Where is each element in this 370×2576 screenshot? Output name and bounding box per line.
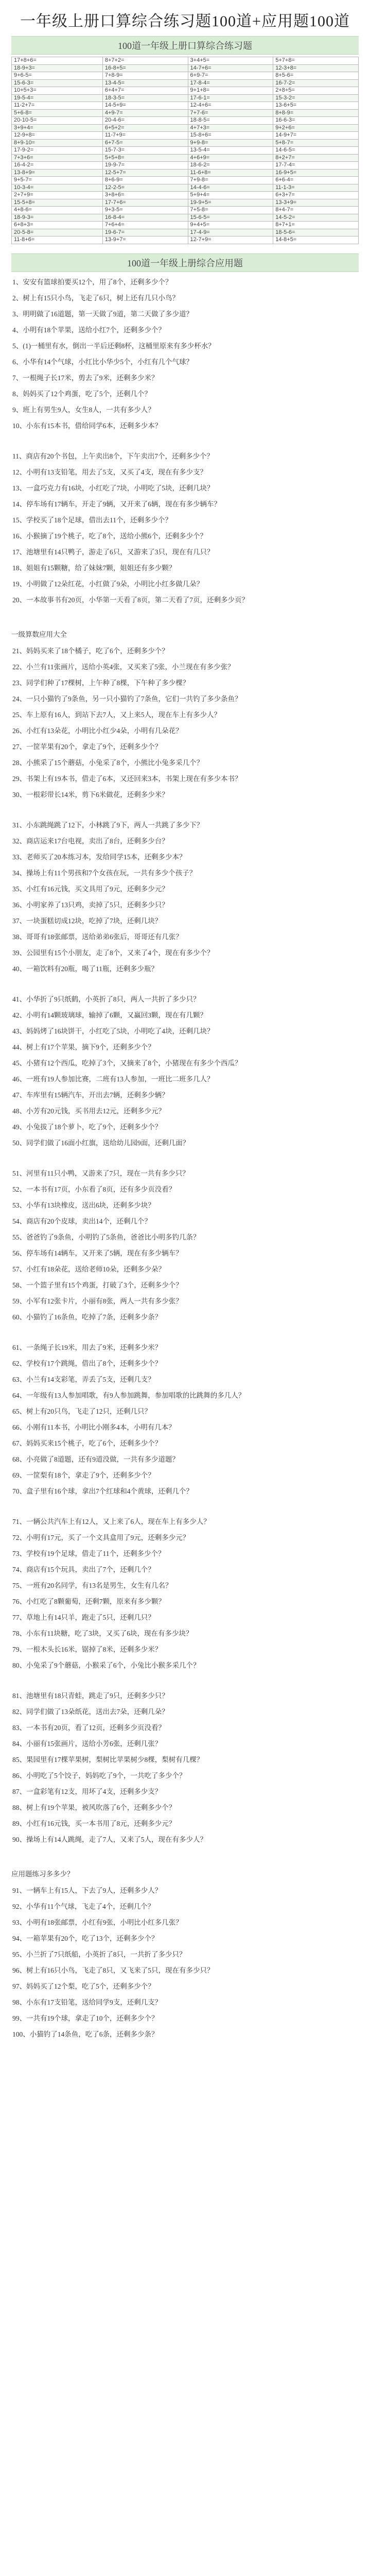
calc-cell: 9+4+5= [188,222,273,229]
word-problem: 65、树上有20只鸟，飞走了12只，还剩几只？ [12,1407,151,1415]
word-problem: 48、小芳有20元钱，买书用去12元，还剩多少元？ [12,1107,165,1115]
word-problem: 100、小猫钓了14条鱼，吃了6条，还剩多少条？ [12,2030,158,2038]
calc-row [12,72,359,80]
calc-row [12,117,359,125]
calc-cell: 2+8+5= [273,87,359,95]
calc-cell: 11-2+7= [12,102,103,110]
word-problem: 61、一条绳子长19米，用去了9米，还剩多少米？ [12,1343,162,1351]
word-problem: 97、妈妈买了12个梨，吃了5个，还剩多少个？ [12,1982,155,1990]
calc-row [12,192,359,199]
calc-cell: 8+8-9= [273,109,359,117]
word-problem: 76、小红吃了8颗葡萄，还剩7颗，原来有多少颗？ [12,1597,165,1605]
word-problem: 44、树上有17个苹果，摘下9个，还剩多少个？ [12,1043,155,1051]
word-problem: 82、同学们做了13朵纸花，送出去7朵，还剩几朵？ [12,1707,169,1716]
calc-cell: 13-8+9= [12,169,103,177]
calc-cell: 9+1+8= [188,87,273,95]
calc-cell: 13-5-4= [188,147,273,155]
word-problem: 90、操场上有14人跳绳，走了7人，又来了5人，现在有多少人？ [12,1835,207,1843]
page-title: 一年级上册口算综合练习题100道+应用题100道 [20,13,350,30]
calc-cell: 17-6-1= [188,94,273,102]
word-problem: 9、班上有男生9人，女生8人，一共有多少人？ [12,405,155,414]
word-problem: 19、小明做了12朵红花，小红做了9朵，小明比小红多做几朵？ [12,580,204,588]
calc-cell: 18-9+3= [12,64,103,72]
word-problem: 7、一根绳子长17米，剪去了9米，还剩多少米？ [12,374,158,382]
calc-cell: 8+4-7= [273,207,359,214]
word-problem: 8、妈妈买了12个鸡蛋，吃了5个，还剩几个？ [12,389,151,398]
calc-cell: 7+9-8= [188,177,273,184]
calc-cell: 7+7-6= [188,109,273,117]
word-problem: 2、树上有15只小鸟，飞走了6只，树上还有几只小鸟？ [12,294,179,302]
word-problem: 27、一筐苹果有20个，拿走了9个，还剩多少个？ [12,742,162,751]
calc-table [11,57,359,244]
calc-cell: 14-7+6= [188,64,273,72]
word-problem: 55、爸爸钓了9条鱼，小明钓了5条鱼，爸爸比小明多钓几条？ [12,1233,200,1241]
calc-cell: 20-10-5= [12,117,103,125]
calc-cell: 14-8+5= [273,236,359,244]
calc-cell: 13-3+9= [273,199,359,207]
word-problem: 85、果园里有17棵苹果树，梨树比苹果树少8棵，梨树有几棵？ [12,1755,204,1764]
calc-row [12,229,359,236]
word-problem: 11、商店有20个书包，上午卖出8个，下午卖出7个，还剩多少个？ [12,452,214,460]
calc-cell: 12-5+7= [102,169,188,177]
word-problem: 64、一年级有13人参加唱歌，有9人参加跳舞，参加唱歌的比跳舞的多几人？ [12,1391,245,1399]
word-problem: 70、盒子里有16个球，拿出7个红球和4个黄球，还剩几个？ [12,1487,193,1495]
calc-row [12,79,359,87]
word-problem: 93、小明有18张邮票，小红有9张，小明比小红多几张？ [12,1918,183,1926]
calc-row [12,169,359,177]
word-problem: 30、一根彩带长14米，剪下6米做花，还剩多少米？ [12,790,169,799]
calc-row [12,147,359,155]
calc-cell: 19-5-4= [12,94,103,102]
calc-cell: 15-7-3= [102,147,188,155]
word-problem: 31、小东跳绳跳了12下，小林跳了9下，两人一共跳了多少下？ [12,821,204,829]
calc-cell: 14-6-5= [273,147,359,155]
word-problem: 84、小丽有15张画片，送给小芳6张，还剩几张？ [12,1739,162,1748]
word-problem: 22、小兰有11张画片，送给小英4张，又买来了5张，小兰现在有多少张？ [12,663,235,671]
word-problem: 35、小红有16元钱，买文具用了9元，还剩多少元？ [12,885,169,893]
calc-cell: 5+7+8= [273,57,359,65]
problem-group-8 [11,1517,359,1670]
problem-group-9 [11,1691,359,1844]
calc-cell: 20-4-6= [102,117,188,125]
calc-cell: 8+9-10= [12,139,103,147]
word-problem: 51、河里有11只小鸭，又游来了7只，现在一共有多少只？ [12,1169,189,1177]
problem-list [11,277,359,2039]
word-problem: 62、学校有17个跳绳，借出了8个，还剩多少个？ [12,1359,162,1367]
calc-cell: 6+3+7= [273,192,359,199]
word-problem: 91、一辆车上有15人，下去了9人，还剩多少人？ [12,1886,162,1894]
word-problem: 23、同学们种了17棵树，上午种了8棵，下午种了多少棵？ [12,679,190,687]
calc-cell: 11-7+9= [102,132,188,140]
calc-cell: 17+8+6= [12,57,103,65]
calc-cell: 19-6-7= [102,229,188,236]
word-problem: 80、小兔采了9个蘑菇，小猴采了6个，小兔比小猴多采几个？ [12,1661,200,1669]
calc-cell: 15-5+8= [12,199,103,207]
problem-group-10 [11,1886,359,2039]
calc-cell: 6+7-5= [102,139,188,147]
word-problem: 88、树上有19个苹果，被风吹落了6个，还剩多少个？ [12,1803,176,1811]
word-problem: 99、一共有19个球，拿走了10个，还剩多少个？ [12,2014,158,2022]
word-problem: 16、小猴摘了19个桃子，吃了8个，送给小熊6个，还剩多少个？ [12,532,207,540]
calc-cell: 13-4-5= [102,79,188,87]
word-problem: 33、老师买了20本练习本，发给同学15本，还剩多少本？ [12,853,186,861]
calc-cell: 17-7-4= [273,162,359,170]
word-problem: 43、妈妈烤了16块饼干，小红吃了5块，小明吃了4块，还剩几块？ [12,1027,214,1035]
calc-cell: 7+3+6= [12,154,103,162]
word-problem: 10、小东有15本书，借给同学6本，还剩多少本？ [12,421,162,430]
word-problem: 40、一箱饮料有20瓶，喝了11瓶，还剩多少瓶？ [12,964,158,973]
word-problem: 13、一盒巧克力有16块，小红吃了7块，小明吃了5块，还剩几块？ [12,484,214,492]
word-problem: 29、书架上有19本书，借走了6本，又还回来3本，书架上现在有多少本书？ [12,774,242,783]
word-problem: 39、公园里有15个小朋友，走了8个，又来了4个，现在有多少个？ [12,948,214,957]
calc-row [12,94,359,102]
calc-cell: 18-6-2= [188,162,273,170]
problem-group-4 [11,820,359,974]
calc-cell: 6+9-7= [188,72,273,80]
word-problem: 6、小华有14个气球，小红比小华少5个，小红有几个气球？ [12,358,193,366]
word-problem: 20、一本故事书有20页，小华第一天看了8页，第二天看了7页，还剩多少页？ [12,596,249,604]
calc-cell: 4+7+3= [188,124,273,132]
word-problem: 15、学校买了18个足球，借出去11个，还剩多少个？ [12,516,172,524]
word-problem: 92、小华有11个气球，飞走了4个，还剩几个？ [12,1902,155,1910]
calc-cell: 6+8+3= [12,222,103,229]
word-problem: 38、哥哥有18张邮票，送给弟弟6张后，哥哥还有几张？ [12,933,183,941]
calc-cell: 6+5+2= [102,124,188,132]
word-problem: 75、一班有20名同学，有13名是男生，女生有几名？ [12,1581,172,1589]
word-problem: 34、操场上有11个男孩和7个女孩在玩，一共有多少个孩子？ [12,869,197,877]
calc-row [12,87,359,95]
calc-cell: 14-5-2= [273,214,359,222]
word-problem: 42、小明有14颗玻璃球，输掉了6颗，又赢回3颗，现在有几颗？ [12,1011,207,1019]
calc-cell: 16-7-2= [273,79,359,87]
word-problem: 78、小东有11块糖，吃了3块，又买了6块，现在有多少块？ [12,1629,193,1637]
word-problem: 5、(1)一桶里有水，倒出一半后还剩8杯，这桶里原来有多少杯水？ [12,342,215,350]
calc-cell: 3+4+5= [188,57,273,65]
calc-cell: 11-6+8= [188,169,273,177]
calc-row [12,139,359,147]
calc-cell: 9+6-5= [12,72,103,80]
word-problem: 56、停车场有14辆车，又开来了5辆，现在有多少辆车？ [12,1249,183,1257]
word-problem: 87、一盒彩笔有12支，用坏了4支，还剩多少支？ [12,1787,162,1795]
word-problem: 53、小华有13块橡皮，送出6块，还剩多少块？ [12,1201,155,1209]
calc-cell: 18-8-5= [188,117,273,125]
calc-cell: 5+5+8= [102,154,188,162]
calc-row [12,57,359,65]
problem-group-1 [11,277,359,431]
problem-group-6 [11,1168,359,1322]
calc-cell: 19-9+5= [188,199,273,207]
word-problem: 1、安安有篮球拍要买12个，用了8个，还剩多少个？ [12,278,172,286]
calc-cell: 12-4+6= [188,102,273,110]
calc-cell: 12-2-5= [102,184,188,192]
word-problem: 52、一本书有17页，小东看了8页，还有多少页没看？ [12,1185,176,1193]
word-problem: 57、小红有18朵花，送给老师10朵，还剩多少朵？ [12,1265,165,1273]
problem-group-7 [11,1343,359,1496]
word-problem: 14、停车场有17辆车，开走了9辆，又开来了6辆，现在有多少辆车？ [12,500,221,508]
calc-cell: 9+3-5= [102,207,188,214]
calc-row [12,132,359,140]
calc-cell: 8+7+2= [102,57,188,65]
calc-cell: 2+7+9= [12,192,103,199]
calc-cell: 10+5+3= [12,87,103,95]
calc-cell: 7+5-8= [188,207,273,214]
word-problem: 58、一个篮子里有15个鸡蛋，打破了3个，还剩多少个？ [12,1281,183,1289]
calc-row [12,222,359,229]
calc-row [12,154,359,162]
calc-cell: 18-3-5= [102,94,188,102]
word-problem: 28、小熊采了15个蘑菇，小兔采了8个，小熊比小兔多采几个？ [12,758,204,767]
word-problem: 69、一筐梨有18个，拿走了9个，还剩多少个？ [12,1471,155,1479]
word-problem: 17、池塘里有14只鸭子，游走了6只，又游来了3只，现在有几只？ [12,548,214,556]
calc-cell: 15-6-5= [188,214,273,222]
word-problem: 60、小猫钓了16条鱼，吃掉了7条，还剩多少条？ [12,1313,162,1321]
calc-row [12,124,359,132]
word-problem: 79、一根木头长16米，锯掉了8米，还剩多少米？ [12,1645,162,1653]
word-problem: 74、商店有15个玩具，卖出了7个，还剩几个？ [12,1565,155,1573]
calc-cell: 9+5-7= [12,177,103,184]
calc-cell: 18-5-6= [273,229,359,236]
calc-cell: 17-4-9= [188,229,273,236]
calc-cell: 14-4-6= [188,184,273,192]
word-problem: 71、一辆公共汽车上有12人，又上来了6人，现在车上有多少人？ [12,1517,210,1526]
group10-heading: 应用题练习多多少？ [11,1870,74,1878]
calc-cell: 12-3+8= [273,64,359,72]
word-problem: 94、一箱苹果有20个，吃了13个，还剩多少个？ [12,1934,158,1942]
calc-row [12,236,359,244]
calc-cell: 15-8+6= [188,132,273,140]
word-problem: 67、妈妈买来15个桃子，吃了6个，还剩多少个？ [12,1439,162,1447]
calc-cell: 17-7+6= [102,199,188,207]
word-problem: 24、一只小猫钓了9条鱼，另一只小猫钓了7条鱼，它们一共钓了多少条鱼？ [12,694,242,703]
calc-cell: 5+6-8= [12,109,103,117]
calc-cell: 8+2+7= [273,154,359,162]
calc-cell: 10-3-4= [12,184,103,192]
word-problem: 59、小军有12张卡片，小丽有8张，两人一共有多少张？ [12,1297,183,1305]
word-problem: 12、小明有13支铅笔，用去了5支，又买了4支，现在有多少支？ [12,468,207,476]
calc-cell: 6+6-4= [273,177,359,184]
calc-cell: 17-8-4= [188,79,273,87]
word-problem: 68、小亮做了8道题，还有9道没做，一共有多少道题？ [12,1455,179,1463]
calc-cell: 9+9-8= [188,139,273,147]
calc-cell: 3+9+4= [12,124,103,132]
word-problem: 66、小刚有11本书，小明比小刚多4本，小明有几本？ [12,1423,175,1431]
word-problem: 32、商店运来17台电视，卖出了8台，还剩多少台？ [12,837,169,845]
calc-row [12,177,359,184]
calc-row [12,184,359,192]
calc-cell: 7+8-9= [102,72,188,80]
word-problem: 96、树上有16只小鸟，飞走了8只，又飞来了5只，现在有多少只？ [12,1966,214,1974]
calc-cell: 4+9-7= [102,109,188,117]
calc-row [12,102,359,110]
calc-cell: 8+7+1= [273,222,359,229]
word-problem: 45、小猪有12个西瓜，吃掉了3个，又摘来了8个，小猪现在有多少个西瓜？ [12,1059,242,1067]
word-problem: 25、车上原有16人，到站下去7人，又上来5人，现在车上有多少人？ [12,710,221,719]
word-problem: 18、姐姐有15颗糖，给了妹妹7颗，姐姐还有多少颗？ [12,564,176,572]
calc-cell: 5+8-7= [273,139,359,147]
word-problem: 81、池塘里有18只青蛙，跳走了9只，还剩多少只？ [12,1691,169,1700]
calc-cell: 20-5-8= [12,229,103,236]
word-problem: 4、小明有18个苹果，送给小红7个，还剩多少个？ [12,326,165,334]
word-problem: 3、明明做了16道题，第一天做了9道，第二天做了多少道？ [12,310,193,318]
group3-heading: 一级算数应用大全 [11,630,67,638]
calc-cell: 19-9-7= [102,162,188,170]
calc-cell: 11-8+6= [12,236,103,244]
calc-cell: 11-1-3= [273,184,359,192]
word-problem: 49、小兔拔了18个萝卜，吃了9个，还剩多少个？ [12,1123,162,1131]
word-problem: 41、小华折了9只纸鹤，小英折了8只，两人一共折了多少只？ [12,995,200,1003]
calc-cell: 16-9+5= [273,169,359,177]
word-problem: 26、小红有13朵花，小明比小红少4朵，小明有几朵花？ [12,726,183,735]
problem-group-3 [11,646,359,800]
calc-cell: 3+8+6= [102,192,188,199]
calc-row [12,109,359,117]
word-problem: 89、小红有16元钱，买一本书用了8元，还剩多少元？ [12,1819,176,1827]
word-problem: 63、小兰有14支彩笔，弄丢了5支，还剩几支？ [12,1375,155,1383]
word-problem: 83、一本书有20页，看了12页，还剩多少页没看？ [12,1723,165,1732]
calc-cell: 5+9+4= [188,192,273,199]
calc-section-heading: 100道一年级上册口算综合练习题 [11,36,359,55]
calc-cell: 16-8-4= [102,214,188,222]
calc-cell: 16-4-2= [12,162,103,170]
calc-cell: 9+2+6= [273,124,359,132]
calc-cell: 16-8+5= [102,64,188,72]
word-problem: 50、同学们做了16面小红旗，送给幼儿园9面，还剩几面？ [12,1139,190,1147]
calc-cell: 12-7+9= [188,236,273,244]
calc-cell: 14-9+7= [273,132,359,140]
calc-cell: 6+4+7= [102,87,188,95]
word-problem: 98、小东有17支铅笔，送给同学9支，还剩几支？ [12,1998,162,2006]
word-problem: 36、小明家养了13只鸡，卖掉了5只，还剩多少只？ [12,901,169,909]
calc-cell: 12-9+8= [12,132,103,140]
word-problem: 73、学校有19个足球，借走了11个，还剩多少个？ [12,1549,165,1557]
word-problem: 46、一班有19人参加比赛，二班有13人参加，一班比二班多几人？ [12,1075,214,1083]
calc-row [12,199,359,207]
calc-cell: 13-9+7= [102,236,188,244]
word-section-heading: 100道一年级上册综合应用题 [11,253,359,272]
calc-cell: 8+6-9= [102,177,188,184]
word-problem: 95、小兰折了7只纸船，小英折了8只，一共折了多少只？ [12,1950,186,1958]
word-problem: 54、商店有20个皮球，卖出14个，还剩几个？ [12,1217,151,1225]
calc-cell: 14-5+9= [102,102,188,110]
calc-cell: 18-9-3= [12,214,103,222]
calc-cell: 15-6-3= [12,79,103,87]
calc-row [12,214,359,222]
word-problem: 37、一块蛋糕切成12块，吃掉了7块，还剩几块？ [12,917,162,925]
calc-row [12,207,359,214]
calc-cell: 4+8-6= [12,207,103,214]
calc-row [12,64,359,72]
calc-cell: 16-6-3= [273,117,359,125]
calc-cell: 7+6+4= [102,222,188,229]
problem-group-2 [11,451,359,605]
calc-cell: 4+6+9= [188,154,273,162]
problem-group-5 [11,994,359,1148]
word-problem: 72、小明有17元，买了一个文具盒用了9元，还剩多少元？ [12,1533,190,1541]
word-problem: 21、妈妈买来了18个橘子，吃了6个，还剩多少个？ [12,647,169,655]
calc-cell: 17-9-2= [12,147,103,155]
word-problem: 47、车库里有15辆汽车，开出去7辆，还剩多少辆？ [12,1091,169,1099]
calc-cell: 15-3-2= [273,94,359,102]
calc-row [12,162,359,170]
word-problem: 77、草地上有14只羊，跑走了5只，还剩几只？ [12,1613,155,1621]
calc-cell: 13-6+5= [273,102,359,110]
calc-cell: 8+5-6= [273,72,359,80]
word-problem: 86、小明吃了5个饺子，妈妈吃了9个，一共吃了多少个？ [12,1771,186,1780]
